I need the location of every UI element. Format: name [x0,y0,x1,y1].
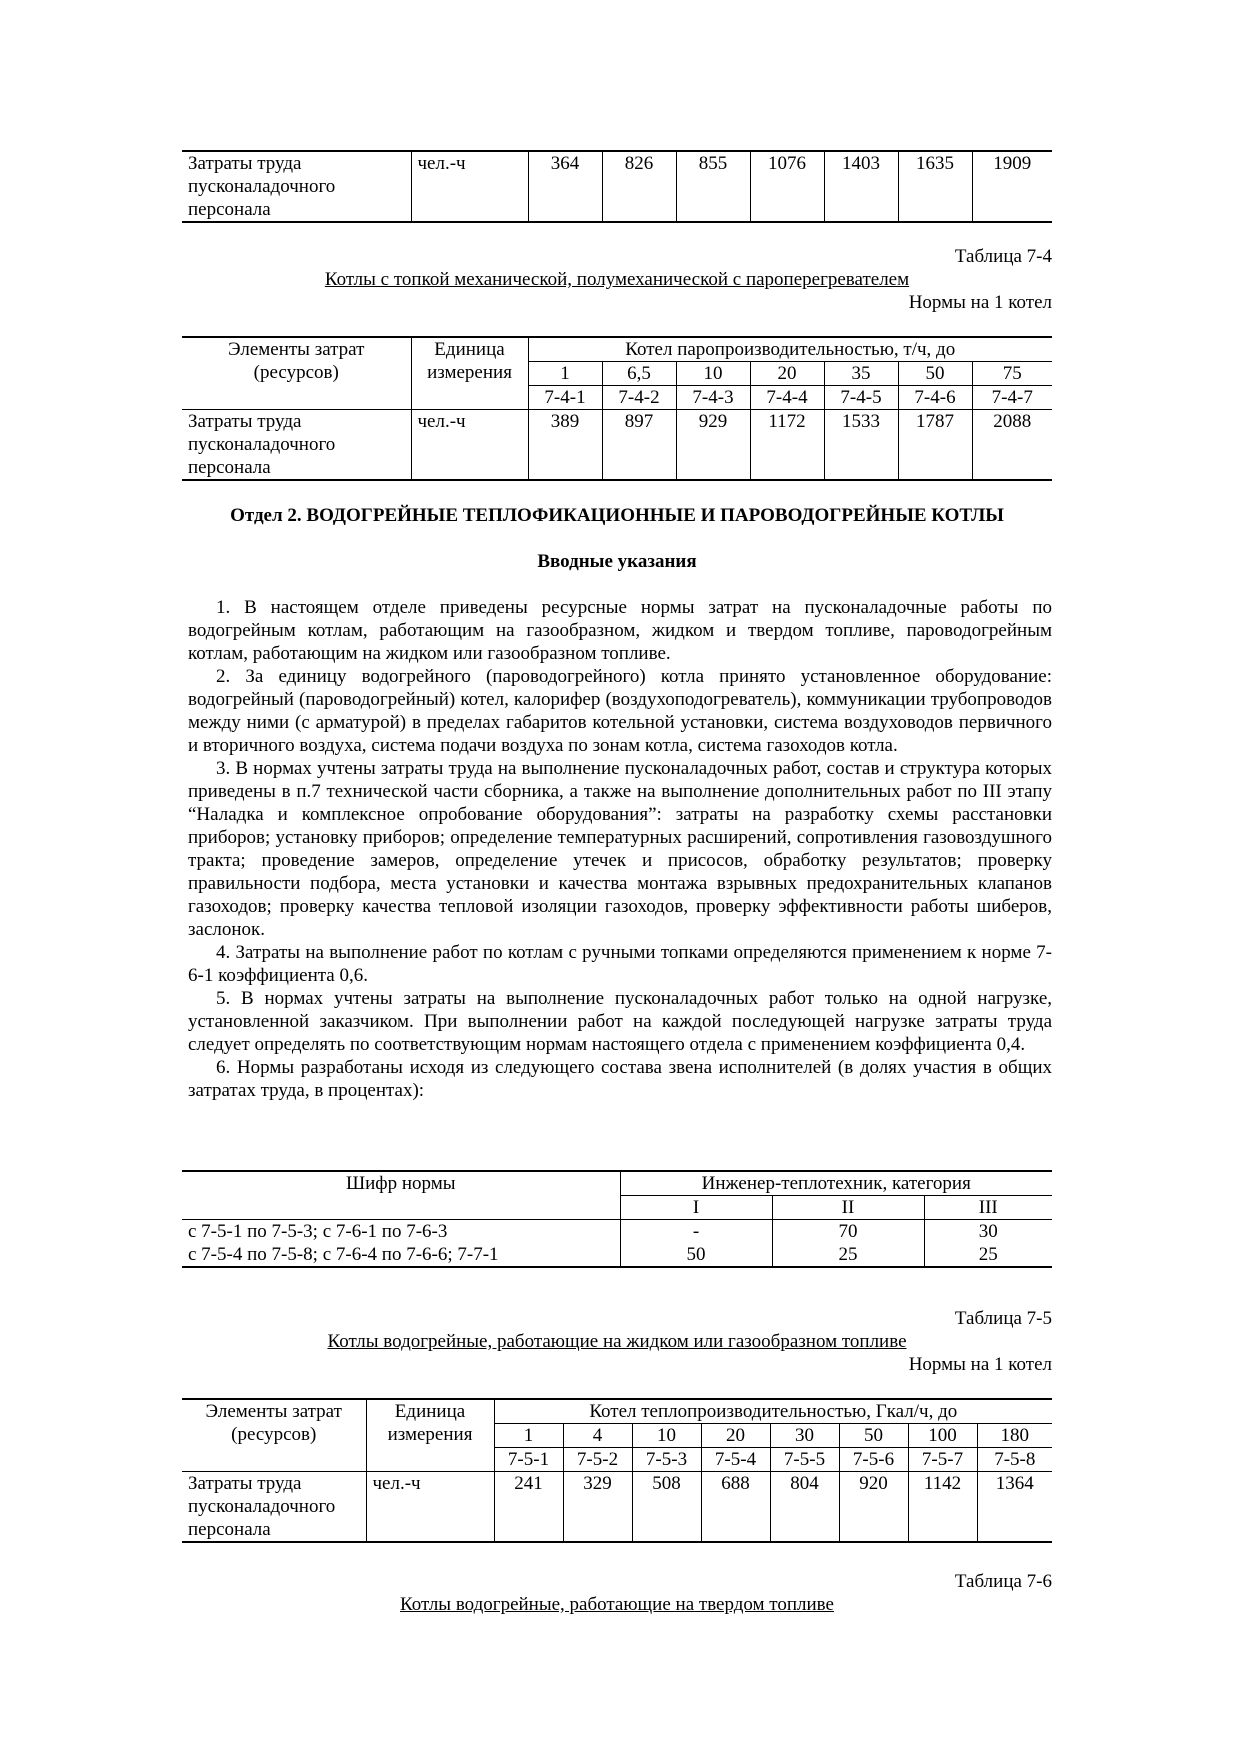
code-cell: 7-5-5 [770,1448,839,1472]
paragraph: 4. Затраты на выполнение работ по котлам с ручными топками определяются применением к норме 7-6-1 коэффициента 0,6. [188,942,1052,986]
capacity-cell: 10 [676,362,750,386]
code-cell: 7-4-7 [972,386,1052,410]
value-cell: 30 [924,1220,1052,1244]
table-title: Котлы с топкой механической, полумеханической с пароперегревателем [324,269,910,290]
capacity-cell: 30 [770,1424,839,1448]
row-label: Затраты труда пусконаладочного персонала [182,410,411,481]
capacity-cell: 4 [563,1424,632,1448]
code-cell: 7-4-4 [750,386,824,410]
value-cell: 1076 [750,151,824,222]
table-7-5 [182,1398,1052,1543]
table-number: Таблица 7-5 [954,1308,1052,1329]
value-cell: 70 [772,1220,924,1244]
code-cell: 7-5-8 [977,1448,1052,1472]
value-cell: 855 [676,151,750,222]
value-cell: 1364 [977,1472,1052,1543]
capacity-cell: 50 [898,362,972,386]
value-cell: 508 [632,1472,701,1543]
code-cell: 7-4-3 [676,386,750,410]
table-norm: Нормы на 1 котел [908,292,1052,313]
value-cell: 2088 [972,410,1052,481]
code-cell: с 7-5-4 по 7-5-8; с 7-6-4 по 7-6-6; 7-7-1 [182,1243,620,1267]
category-cell: III [924,1196,1052,1220]
paragraph: 1. В настоящем отделе приведены ресурсные нормы затрат на пусконаладочные работы по водогрейным котлам, работающим на газообразном, жидком и твердом топливе, пароводогрейным котлам, работающим на жидком или газообразном топливе. [188,597,1052,664]
value-cell: 826 [602,151,676,222]
capacity-cell: 35 [824,362,898,386]
code-cell: 7-4-1 [528,386,602,410]
paragraph: 3. В нормах учтены затраты труда на выполнение пусконаладочных работ, состав и структура которых приведены в п.7 технической части сборника, а также на выполнение дополнительных работ по III этапу “Наладка и комплексное опробование оборудования”: затраты на разработку схемы расстановки приборов; установку приборов; определение температурных расширений, сопротивления газовоздушного тракта; проведение замеров, определение утечек и присосов, обработку результатов; проверку правильности подбора, места установки и качества монтажа взрывных предохранительных клапанов газоходов; проверку качества тепловой изоляции газоходов, проверку эффективности работы шиберов, заслонок. [188,758,1052,940]
capacity-cell: 50 [839,1424,908,1448]
header-group: Инженер-теплотехник, категория [620,1171,1052,1196]
value-cell: 329 [563,1472,632,1543]
code-cell: 7-4-2 [602,386,676,410]
value-cell: 50 [620,1243,772,1267]
value-cell: 688 [701,1472,770,1543]
category-cell: I [620,1196,772,1220]
intro-text [188,596,1052,1102]
value-cell: 1909 [972,151,1052,222]
value-cell: 25 [772,1243,924,1267]
capacity-cell: 100 [908,1424,977,1448]
value-cell: 929 [676,410,750,481]
header-unit: Единица измерения [411,337,528,410]
code-cell: 7-4-5 [824,386,898,410]
paragraph: 5. В нормах учтены затраты на выполнение пусконаладочных работ только на одной нагрузке, установленной заказчиком. При выполнении работ на каждой последующей нагрузке затраты труда следует определять по соответствующим нормам настоящего отдела с применением коэффициента 0,4. [188,988,1052,1055]
value-cell: 1172 [750,410,824,481]
header-code: Шифр нормы [182,1171,620,1220]
table-row [182,1243,1052,1267]
table-7-4 [182,336,1052,481]
header-group: Котел паропроизводительностью, т/ч, до [528,337,1052,362]
value-cell: 25 [924,1243,1052,1267]
code-cell: 7-5-2 [563,1448,632,1472]
value-cell: 920 [839,1472,908,1543]
value-cell: - [620,1220,772,1244]
section-subtitle: Вводные указания [537,551,697,572]
value-cell: 1635 [898,151,972,222]
value-cell: 1403 [824,151,898,222]
code-cell: 7-5-6 [839,1448,908,1472]
code-cell: 7-5-3 [632,1448,701,1472]
value-cell: 241 [494,1472,563,1543]
code-cell: 7-5-4 [701,1448,770,1472]
value-cell: 364 [528,151,602,222]
row-unit: чел.-ч [411,151,528,222]
value-cell: 389 [528,410,602,481]
table-title: Котлы водогрейные, работающие на жидком или газообразном топливе [327,1331,907,1352]
section-title: Отдел 2. ВОДОГРЕЙНЫЕ ТЕПЛОФИКАЦИОННЫЕ И ПАРОВОДОГРЕЙНЫЕ КОТЛЫ [230,505,1004,526]
row-unit: чел.-ч [366,1472,494,1543]
code-cell: 7-5-1 [494,1448,563,1472]
table-number: Таблица 7-4 [954,246,1052,267]
capacity-cell: 20 [701,1424,770,1448]
code-cell: с 7-5-1 по 7-5-3; с 7-6-1 по 7-6-3 [182,1220,620,1244]
value-cell: 804 [770,1472,839,1543]
category-cell: II [772,1196,924,1220]
table-title: Котлы водогрейные, работающие на твердом топливе [400,1594,834,1615]
capacity-cell: 180 [977,1424,1052,1448]
capacity-cell: 10 [632,1424,701,1448]
code-cell: 7-4-6 [898,386,972,410]
crew-table [182,1170,1052,1268]
row-unit: чел.-ч [411,410,528,481]
value-cell: 1142 [908,1472,977,1543]
value-cell: 1533 [824,410,898,481]
capacity-cell: 1 [494,1424,563,1448]
header-elements: Элементы затрат (ресурсов) [182,1399,366,1472]
header-elements: Элементы затрат (ресурсов) [182,337,411,410]
capacity-cell: 75 [972,362,1052,386]
capacity-cell: 20 [750,362,824,386]
capacity-cell: 1 [528,362,602,386]
capacity-cell: 6,5 [602,362,676,386]
table-row [182,410,1052,481]
table-norm: Нормы на 1 котел [908,1354,1052,1375]
top-table-row [182,151,1052,222]
value-cell: 897 [602,410,676,481]
row-label: Затраты труда пусконаладочного персонала [182,1472,366,1543]
paragraph: 6. Нормы разработаны исходя из следующего состава звена исполнителей (в долях участия в общих затратах труда, в процентах): [188,1057,1052,1101]
table-row [182,1220,1052,1244]
top-table [182,150,1052,223]
table-number: Таблица 7-6 [954,1571,1052,1592]
paragraph: 2. За единицу водогрейного (пароводогрейного) котла принято установленное оборудование: водогрейный (пароводогрейный) котел, калорифер (воздухоподогреватель), коммуникации трубопроводов между ними (с арматурой) в пределах габаритов котельной установки, система воздуховодов первичного и вторичного воздуха, система подачи воздуха по зонам котла, система газоходов котла. [188,666,1052,756]
value-cell: 1787 [898,410,972,481]
header-unit: Единица измерения [366,1399,494,1472]
row-label: Затраты труда пусконаладочного персонала [182,151,411,222]
table-row [182,1472,1052,1543]
header-group: Котел теплопроизводительностью, Гкал/ч, до [494,1399,1052,1424]
code-cell: 7-5-7 [908,1448,977,1472]
